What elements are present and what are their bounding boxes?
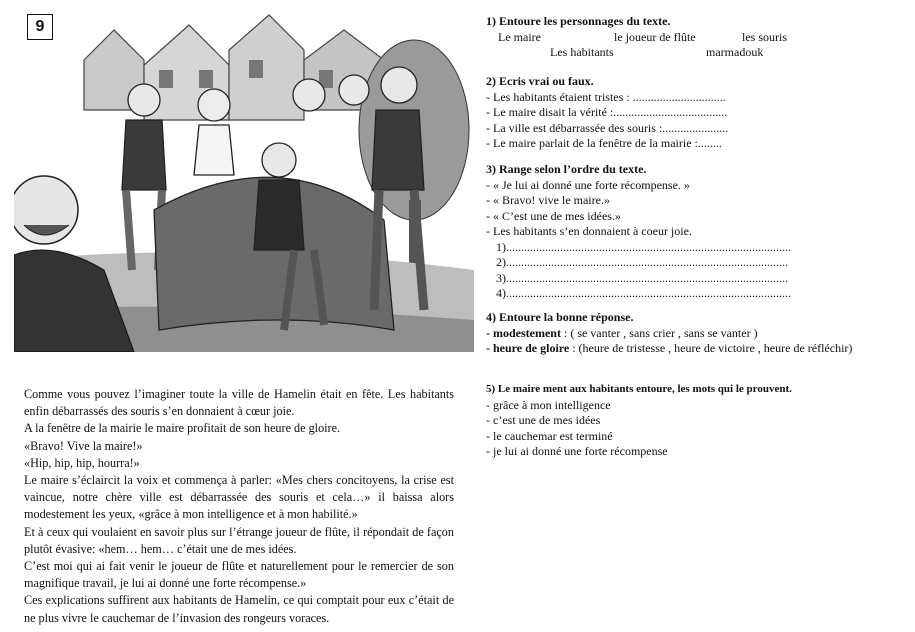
word-choice[interactable]: Les habitants xyxy=(550,45,614,59)
word-choice[interactable]: marmadouk xyxy=(706,45,764,59)
exercise-3-title: 3) Range selon l’ordre du texte. xyxy=(486,162,647,176)
exercise-2 xyxy=(486,74,906,152)
choice-term: - heure de gloire xyxy=(486,341,570,355)
order-item: - « Bravo! vive le maire.» xyxy=(486,193,610,207)
story-text xyxy=(24,386,454,627)
exercise-3 xyxy=(486,162,906,302)
answer-line[interactable]: 1)............................................................................................... xyxy=(496,239,791,254)
lie-item[interactable]: - c’est une de mes idées xyxy=(486,413,601,427)
story-paragraph: «Bravo! Vive la maire!» xyxy=(24,438,143,453)
choice-item[interactable] xyxy=(486,341,906,357)
choice-options: : ( se vanter , sans crier , sans se vanter ) xyxy=(560,325,758,340)
true-false-item[interactable]: - Le maire parlait de la fenêtre de la mairie :........ xyxy=(486,136,722,150)
lie-item[interactable]: - grâce à mon intelligence xyxy=(486,397,611,412)
word-choice[interactable]: les souris xyxy=(742,29,787,44)
true-false-item[interactable]: - Le maire disait la vérité :...................................... xyxy=(486,105,728,119)
answer-line[interactable]: 2).............................................................................................. xyxy=(496,255,788,269)
exercise-4-title: 4) Entoure la bonne réponse. xyxy=(486,310,634,324)
exercise-5-title: 5) Le maire ment aux habitants entoure, les mots qui le prouvent. xyxy=(486,383,792,395)
story-illustration xyxy=(14,10,474,352)
story-paragraph: «Hip, hip, hip, hourra!» xyxy=(24,455,140,470)
lie-item[interactable]: - le cauchemar est terminé xyxy=(486,428,613,443)
answer-line[interactable]: 3).............................................................................................. xyxy=(496,270,788,285)
exercise-1-title: 1) Entoure les personnages du texte. xyxy=(486,14,671,28)
story-paragraph: C’est moi qui ai fait venir le joueur de flûte et naturellement pour le remercier de son magnifique travail, je lui ai donné une forte récompense.» xyxy=(24,559,454,591)
story-paragraph: A la fenêtre de la mairie le maire profitait de son heure de gloire. xyxy=(24,421,341,436)
word-choice[interactable]: le joueur de flûte xyxy=(614,29,696,44)
story-paragraph: Le maire s’éclaircit la voix et commença à parler: «Mes chers concitoyens, la crise est vaincue, notre chère ville est débarrassée des souris et cela…» il baissa alors modestement les yeux, «grâce à mon intelligence et à mon habilité.» xyxy=(24,473,454,522)
exercise-5 xyxy=(486,382,906,460)
true-false-item[interactable]: - La ville est débarrassée des souris :...................... xyxy=(486,120,729,135)
lie-item[interactable]: - je lui ai donné une forte récompense xyxy=(486,444,668,458)
exercise-2-title: 2) Ecris vrai ou faux. xyxy=(486,74,594,88)
word-choice[interactable]: Le maire xyxy=(498,29,541,44)
word-row xyxy=(486,30,906,46)
order-item: - « Je lui ai donné une forte récompense. » xyxy=(486,177,690,192)
choice-item[interactable] xyxy=(486,326,906,342)
order-item: - « C’est une de mes idées.» xyxy=(486,208,621,223)
story-paragraph: Comme vous pouvez l’imaginer toute la ville de Hamelin était en fête. Les habitants enfin débarrassés des souris s’en donnaient à cœur joie. xyxy=(24,387,454,419)
story-paragraph: Et à ceux qui voulaient en savoir plus sur l’étrange joueur de flûte, il répondait de façon plutôt évasive: «hem… hem… c’était une de mes idées. xyxy=(24,524,454,556)
exercise-1 xyxy=(486,14,906,61)
choice-options: : (heure de tristesse , heure de victoire , heure de réfléchir) xyxy=(569,341,853,355)
story-paragraph: Ces explications suffirent aux habitants de Hamelin, ce qui comptait pour eux c’était de ne plus vivre le cauchemar de l’invasion des rongeurs voraces. xyxy=(24,593,454,625)
exercise-4 xyxy=(486,310,906,357)
true-false-item[interactable]: - Les habitants étaient tristes : ............................... xyxy=(486,89,726,104)
answer-line[interactable]: 4)............................................................................................... xyxy=(496,286,791,300)
order-item: - Les habitants s’en donnaient à coeur joie. xyxy=(486,224,692,238)
choice-term: - modestement xyxy=(486,325,561,340)
word-row xyxy=(486,45,906,61)
page-number: 9 xyxy=(27,14,53,40)
